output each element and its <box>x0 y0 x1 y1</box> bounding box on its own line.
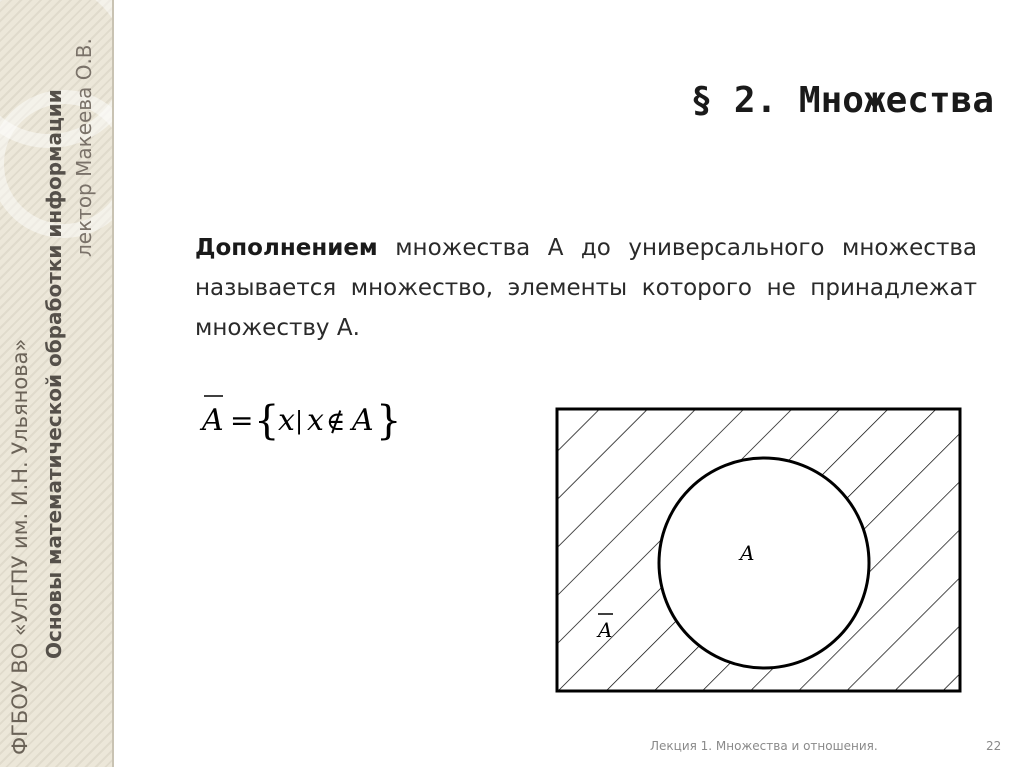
formula-not-in: ∉ <box>326 407 346 437</box>
lector-name: лектор Макеева О.В. <box>72 38 96 257</box>
footer-lecture: Лекция 1. Множества и отношения. <box>650 739 878 753</box>
set-a-label: A <box>740 541 755 565</box>
sidebar-text <box>0 0 112 767</box>
venn-complement-diagram <box>554 406 964 696</box>
set-a-circle <box>659 458 869 668</box>
formula-set-ref: A <box>352 403 374 438</box>
formula-equals: = <box>230 404 254 437</box>
formula-open-brace: { <box>254 398 280 444</box>
slide-title: § 2. Множества <box>690 80 994 121</box>
page-number: 22 <box>986 739 1002 753</box>
formula-set-name: A <box>202 403 224 438</box>
complement-label: A <box>598 618 613 642</box>
formula-var: x <box>278 403 295 438</box>
formula-close-brace: } <box>376 398 402 444</box>
formula-var2: x <box>307 403 324 438</box>
course-name: Основы математической обработки информации <box>42 89 66 659</box>
definition-paragraph <box>195 228 977 348</box>
definition-term: Дополнением <box>195 235 378 261</box>
definition-text: множества А до универсального множества называется множество, элементы которого не принадлежат множеству А. <box>195 235 977 341</box>
formula-bar: | <box>295 407 304 435</box>
university-name: ФГБОУ ВО «УлГПУ им. И.Н. Ульянова» <box>8 338 32 755</box>
sidebar <box>0 0 114 767</box>
complement-formula <box>198 390 408 450</box>
